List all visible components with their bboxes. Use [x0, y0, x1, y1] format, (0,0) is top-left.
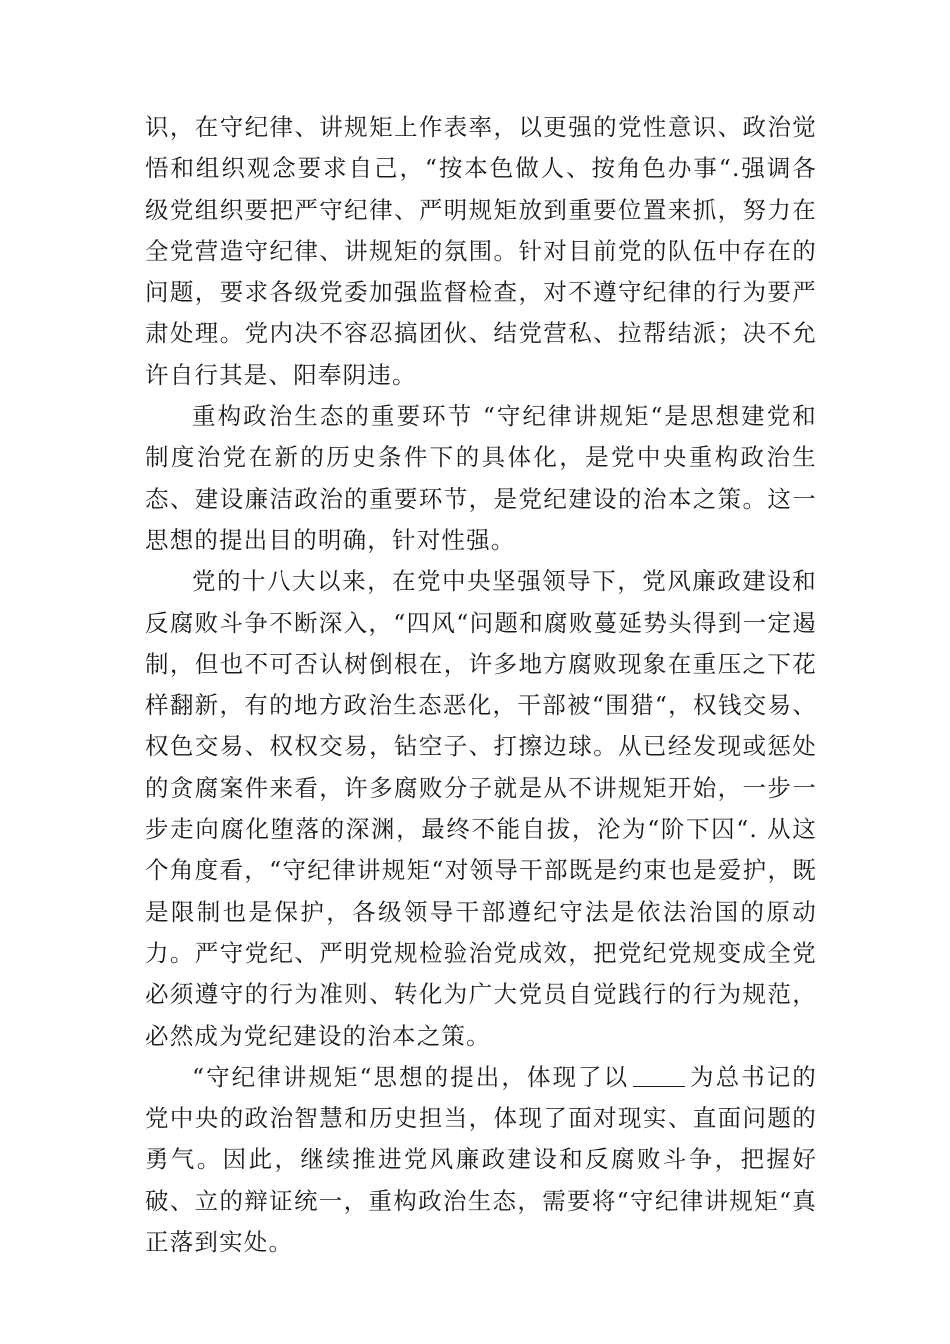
paragraph-4: [145, 1057, 817, 1263]
paragraph-3: 党的十八大以来，在党中央坚强领导下，党风廉政建设和反腐败斗争不断深入，“四风“问题和腐败蔓延势头得到一定遏制，但也不可否认树倒根在，许多地方腐败现象在重压之下花样翻新，有的地方政治生态恶化，干部被“围猎“，权钱交易、权色交易、权权交易，钻空子、打擦边球。从已经发现或惩处的贪腐案件来看，许多腐败分子就是从不讲规矩开始，一步一步走向腐化堕落的深渊，最终不能自拔，沦为“阶下囚“. 从这个角度看，“守纪律讲规矩“对领导干部既是约束也是爱护，既是限制也是保护，各级领导干部遵纪守法是依法治国的原动力。严守党纪、严明党规检验治党成效，把党纪党规变成全党必须遵守的行为准则、转化为广大党员自觉践行的行为规范，必然成为党纪建设的治本之策。: [145, 567, 817, 1050]
document-body: [145, 107, 817, 1263]
paragraph-4-part-1: “守纪律讲规矩“思想的提出，体现了以: [192, 1062, 630, 1091]
paragraph-2: 重构政治生态的重要环节 “守纪律讲规矩“是思想建党和制度治党在新的历史条件下的具体化，是党中央重构政治生态、建设廉洁政治的重要环节，是党纪建设的治本之策。这一思想的提出目的明确，针对性强。: [145, 402, 817, 554]
paragraph-4-part-2: 为总书记的党中央的政治智慧和历史担当，体现了面对现实、直面问题的勇气。因此，继续推进党风廉政建设和反腐败斗争，把握好破、立的辩证统一，重构政治生态，需要将“守纪律讲规矩“真正落到实处。: [145, 1062, 817, 1257]
paragraph-1: 识，在守纪律、讲规矩上作表率，以更强的党性意识、政治觉悟和组织观念要求自己，“按本色做人、按角色办事“.强调各级党组织要把严守纪律、严明规矩放到重要位置来抓，努力在全党营造守纪律、讲规矩的氛围。针对目前党的队伍中存在的问题，要求各级党委加强监督检查，对不遵守纪律的行为要严肃处理。党内决不容忍搞团伙、结党营私、拉帮结派；决不允许自行其是、阳奉阴违。: [145, 113, 817, 389]
fill-in-blank: [633, 1062, 685, 1087]
